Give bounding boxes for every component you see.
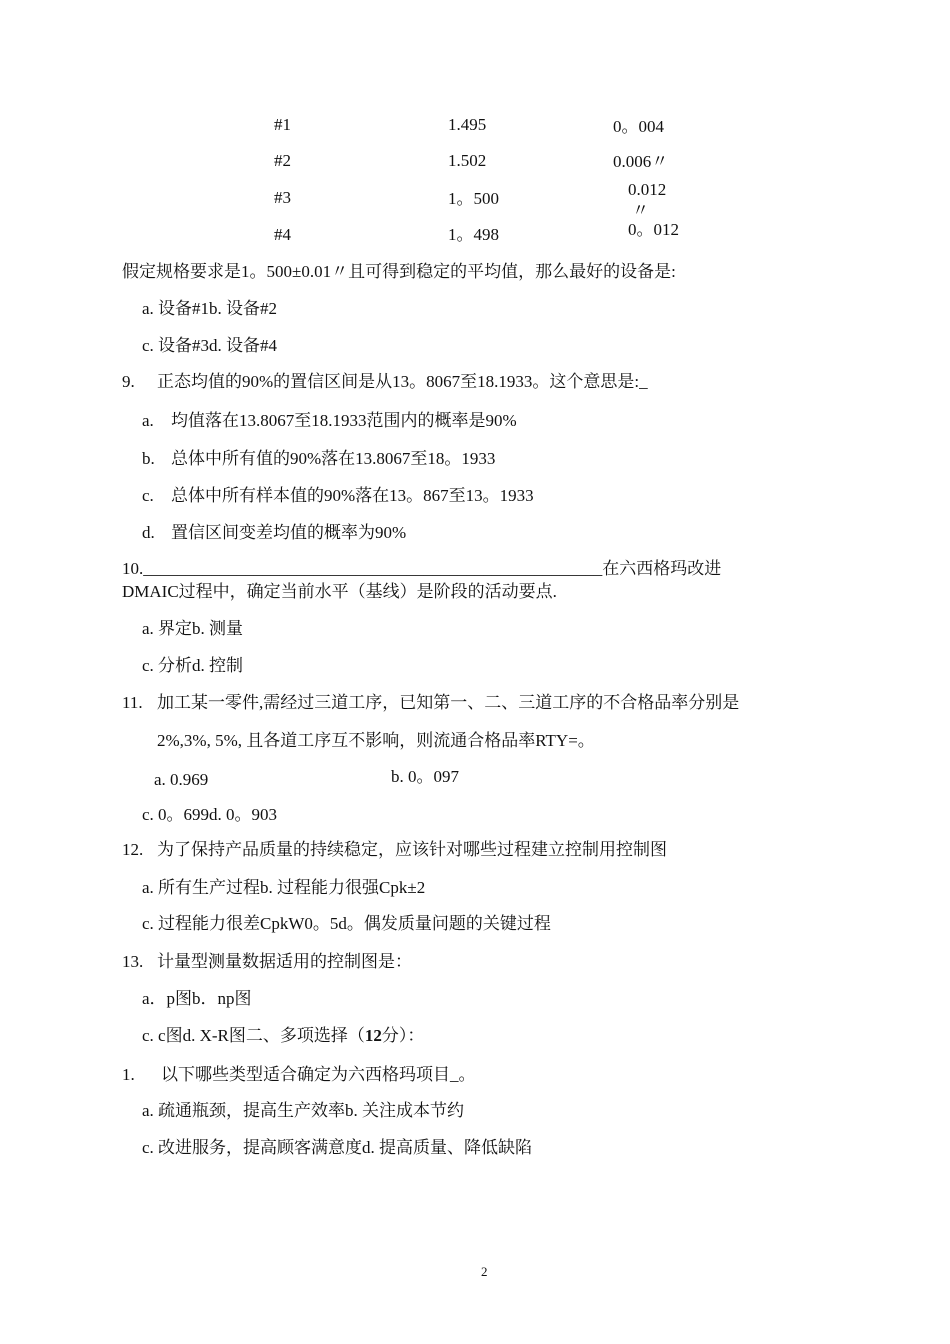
question-11-option-a: a. 0.969 [154,770,209,785]
table-cell-sd: 0.006〃 [613,152,669,171]
table-cell-id: #4 [274,225,291,244]
question-9-option-c: 总体中所有样本值的90%落在13。867至13。1933 [171,486,534,505]
question-13-stem: 计量型测量数据适用的控制图是： [157,952,412,971]
question-12-options-cd: c. 过程能力很差CpkW0。5d。偶发质量问题的关键过程 [142,914,551,933]
question-9-option-d: 置信区间变差均值的概率为90% [171,523,407,542]
question-10-options-ab: a. 界定b. 测量 [142,619,244,638]
table-cell-mean: 1.502 [448,151,487,170]
question-12-options-ab: a. 所有生产过程b. 过程能力很强Cpk±2 [142,878,426,897]
multi-question-1-options-ab: a. 疏通瓶颈，提高生产效率b. 关注成本节约 [142,1101,465,1120]
table-cell-id: #1 [274,115,291,134]
question-9-option-a-label: a. [142,411,154,430]
multi-question-1-options-cd: c. 改进服务，提高顾客满意度d. 提高质量、降低缺陷 [142,1138,533,1157]
question-11-stem-line-2: 2%,3%, 5%, 且各道工序互不影响，则流通合格品率RTY=。 [157,731,595,750]
question-11-option-b: b. 0。097 [391,767,459,786]
question-13-options-cd [142,1026,424,1046]
question-9-option-b: 总体中所有值的90%落在13.8067至18。1933 [171,449,496,468]
page-number: 2 [481,1264,488,1279]
question-13-number: 13. [122,952,144,971]
question-9-stem: 正态均值的90%的置信区间是从13。8067至18.1933。这个意思是:_ [157,372,648,391]
question-13-options-ab: a．p图b．np图 [142,989,252,1008]
table-cell-sd: 0。004 [613,117,664,136]
table-cell-id: #2 [274,151,291,170]
question-12-number: 12. [122,840,144,859]
section-score: 12 [364,1026,382,1045]
multi-question-1-stem: 以下哪些类型适合确定为六西格玛项目_。 [161,1065,476,1084]
table-cell-sd-mark: 〃 [632,201,649,220]
question-13-options-cd-text: c. c图d. X-R图二、多项选择（ [142,1026,365,1045]
question-11-number: 11. [122,693,143,712]
question-11-options-cd: c. 0。699d. 0。903 [142,805,278,824]
question-9-option-d-label: d. [142,523,155,542]
section-score-suffix: 分）： [381,1026,425,1045]
table-cell-mean: 1。498 [448,225,499,244]
question-9-option-c-label: c. [142,486,154,505]
question-9-option-a: 均值落在13.8067至18.1933范围内的概率是90% [171,411,517,430]
table-cell-mean: 1.495 [448,115,487,134]
table-cell-id: #3 [274,188,291,207]
question-10-line-2: DMAIC过程中，确定当前水平（基线）是阶段的活动要点. [122,582,557,601]
question-9-option-b-label: b. [142,449,155,468]
table-cell-sd: 0。012 [628,220,679,239]
question-8-options-cd: c. 设备#3d. 设备#4 [142,336,278,355]
question-12-stem: 为了保持产品质量的持续稳定，应该针对哪些过程建立控制用控制图 [157,840,667,859]
question-8-stem: 假定规格要求是1。500±0.01〃且可得到稳定的平均值，那么最好的设备是: [122,262,676,281]
question-11-stem-line-1: 加工某一零件,需经过三道工序，已知第一、二、三道工序的不合格品率分别是 [157,693,740,712]
multi-question-1-number: 1. [122,1065,135,1084]
table-cell-sd: 0.012 [628,180,667,199]
question-9-number: 9. [122,372,135,391]
table-cell-mean: 1。500 [448,189,499,208]
question-10-line-1: 10.______________________________________________________在六西格玛改进 [122,559,722,578]
question-8-options-ab: a. 设备#1b. 设备#2 [142,299,278,318]
question-10-options-cd: c. 分析d. 控制 [142,656,244,675]
